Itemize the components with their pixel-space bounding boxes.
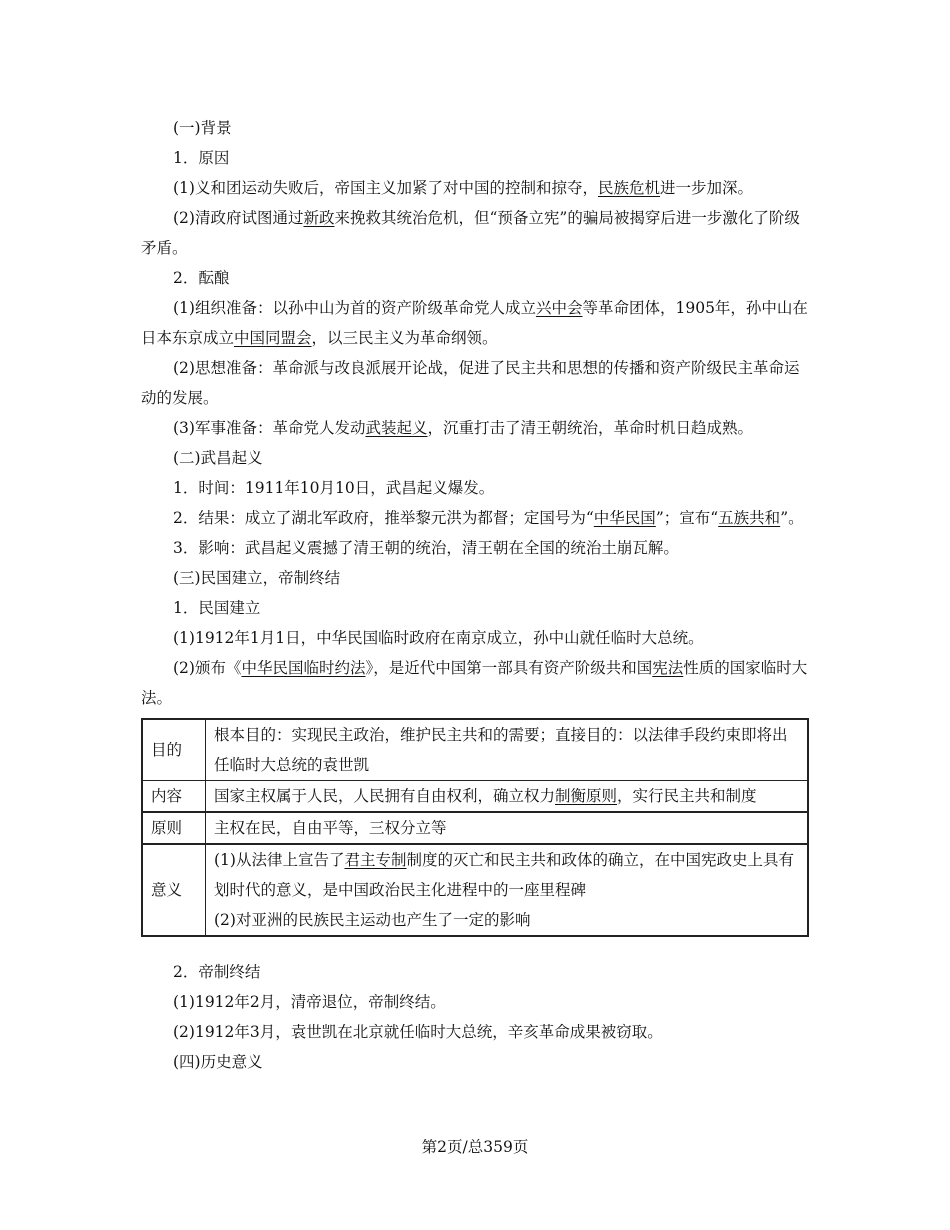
table-row [142, 844, 808, 936]
paragraph: (2)思想准备：革命派与改良派展开论战，促进了民主共和思想的传播和资产阶级民主革命运动的发展。 [141, 359, 800, 407]
paragraph: (2)清政府试图通过新政来挽救其统治危机，但“预备立宪”的骗局被揭穿后进一步激化了阶级矛盾。 [141, 209, 800, 257]
underlined-term: 中国同盟会 [234, 329, 312, 347]
table-row [142, 781, 808, 813]
table-content-cell: (1)从法律上宣告了君主专制制度的灭亡和民主共和政体的确立，在中国宪政史上具有划时代的意义，是中国政治民主化进程中的一座里程碑 (2)对亚洲的民族民主运动也产生了一定的影响 [206, 844, 809, 936]
table-label-cell: 目的 [142, 719, 206, 781]
paragraph: (1)1912年1月1日，中华民国临时政府在南京成立，孙中山就任临时大总统。 [173, 629, 704, 647]
section-heading: (四)历史意义 [173, 1053, 263, 1071]
page-content [141, 113, 809, 1077]
paragraph: 1．时间：1911年10月10日，武昌起义爆发。 [173, 479, 495, 497]
table-row [142, 719, 808, 781]
underlined-term: 中华民国临时约法 [241, 659, 366, 677]
underlined-term: 武装起义 [365, 419, 428, 437]
underlined-term: 君主专制 [344, 851, 407, 869]
constitution-table [141, 718, 809, 937]
subsection-heading: 2．帝制终结 [173, 963, 261, 981]
paragraph: (2)1912年3月，袁世凯在北京就任临时大总统，辛亥革命成果被窃取。 [173, 1023, 663, 1041]
underlined-term: 民族危机 [597, 179, 660, 197]
paragraph: 3．影响：武昌起义震撼了清王朝的统治，清王朝在全国的统治土崩瓦解。 [173, 539, 679, 557]
table-content-cell: 主权在民，自由平等，三权分立等 [206, 812, 809, 844]
table-label-cell: 意义 [142, 844, 206, 936]
section-heading: (三)民国建立，帝制终结 [173, 569, 341, 587]
paragraph: (2)颁布《中华民国临时约法》，是近代中国第一部具有资产阶级共和国宪法性质的国家临时大法。 [141, 659, 808, 707]
subsection-heading: 2．酝酿 [173, 269, 230, 287]
section-heading: (一)背景 [173, 119, 232, 137]
paragraph: (1)1912年2月，清帝退位，帝制终结。 [173, 993, 446, 1011]
subsection-heading: 1．民国建立 [173, 599, 261, 617]
table-content-cell: 国家主权属于人民，人民拥有自由权利，确立权力制衡原则，实行民主共和制度 [206, 781, 809, 813]
paragraph: (3)军事准备：革命党人发动武装起义，沉重打击了清王朝统治，革命时机日趋成熟。 [173, 419, 753, 437]
underlined-term: 制衡原则 [555, 787, 618, 805]
table-row [142, 812, 808, 844]
paragraph: (1)组织准备：以孙中山为首的资产阶级革命党人成立兴中会等革命团体，1905年，孙中山在日本东京成立中国同盟会，以三民主义为革命纲领。 [141, 299, 808, 347]
paragraph: (1)义和团运动失败后，帝国主义加紧了对中国的控制和掠夺，民族危机进一步加深。 [173, 179, 753, 197]
table-label-cell: 原则 [142, 812, 206, 844]
paragraph: 2．结果：成立了湖北军政府，推举黎元洪为都督；定国号为“中华民国”；宣布“五族共和”。 [173, 509, 804, 527]
page-footer: 第2页/总359页 [421, 1138, 529, 1156]
table-label-cell: 内容 [142, 781, 206, 813]
table-content-cell: 根本目的：实现民主政治，维护民主共和的需要；直接目的：以法律手段约束即将出任临时大总统的袁世凯 [206, 719, 809, 781]
underlined-term: 五族共和 [718, 509, 781, 527]
underlined-term: 中华民国 [593, 509, 656, 527]
subsection-heading: 1．原因 [173, 149, 230, 167]
section-heading: (二)武昌起义 [173, 449, 263, 467]
underlined-term: 兴中会 [535, 299, 583, 317]
underlined-term: 宪法 [652, 659, 684, 677]
underlined-term: 新政 [303, 209, 335, 227]
